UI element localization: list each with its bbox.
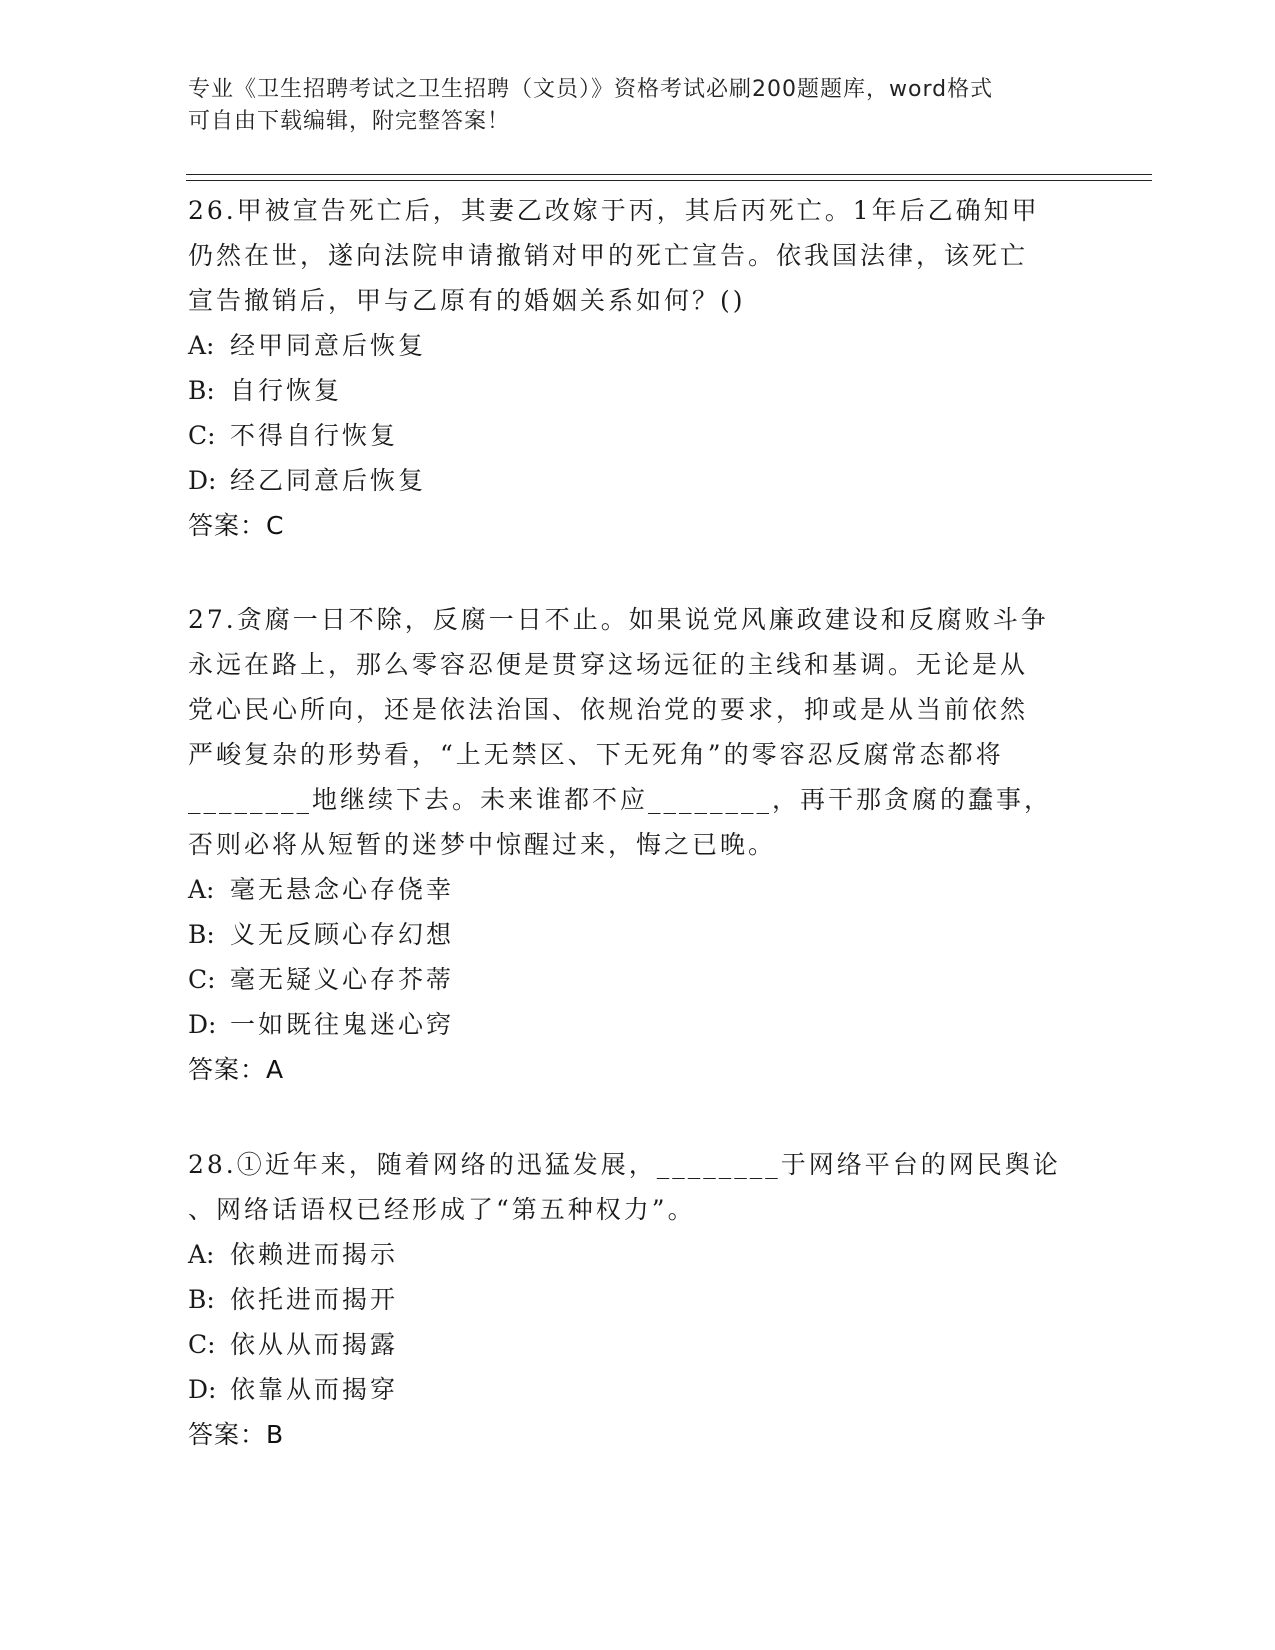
question-stem-line: 党心民心所向，还是依法治国、依规治党的要求，抑或是从当前依然: [188, 695, 1029, 724]
header-title-line-1: 专业《卫生招聘考试之卫生招聘（文员）》资格考试必刷200题题库，word格式: [188, 77, 994, 102]
option-d: [188, 1002, 1078, 1047]
option-c: [188, 1322, 1078, 1367]
option-text: 依靠从而揭穿: [230, 1375, 399, 1404]
document-header: [188, 74, 1068, 138]
option-b: [188, 368, 1078, 413]
question-stem-line: 永远在路上，那么零容忍便是贯穿这场远征的主线和基调。无论是从: [188, 650, 1029, 679]
question-stem-line: 28.①近年来，随着网络的迅猛发展，________于网络平台的网民舆论: [188, 1150, 1061, 1179]
option-a: [188, 323, 1078, 368]
option-label: D:: [188, 1375, 217, 1404]
answer-line: 答案：B: [188, 1420, 285, 1449]
option-label: D:: [188, 466, 217, 495]
option-text: 自行恢复: [230, 376, 343, 405]
option-text: 毫无疑义心存芥蒂: [230, 965, 455, 994]
option-label: C:: [188, 421, 216, 450]
question-28: [188, 1142, 1078, 1457]
option-label: A:: [188, 331, 215, 360]
option-a: [188, 1232, 1078, 1277]
question-27: [188, 597, 1078, 1092]
option-label: B:: [188, 920, 215, 949]
question-26: [188, 188, 1078, 548]
option-label: D:: [188, 1010, 217, 1039]
question-stem-line: 27.贪腐一日不除，反腐一日不止。如果说党风廉政建设和反腐败斗争: [188, 605, 1049, 634]
question-stem-line: 26.甲被宣告死亡后，其妻乙改嫁于丙，其后丙死亡。1年后乙确知甲: [188, 196, 1040, 225]
option-label: C:: [188, 965, 216, 994]
option-label: A:: [188, 875, 215, 904]
question-stem-line: ________地继续下去。未来谁都不应________，再干那贪腐的蠢事，: [188, 785, 1053, 814]
option-text: 经乙同意后恢复: [230, 466, 427, 495]
question-stem-line: 否则必将从短暂的迷梦中惊醒过来，悔之已晚。: [188, 830, 777, 859]
option-text: 义无反顾心存幻想: [230, 920, 455, 949]
answer-line: 答案：A: [188, 1055, 285, 1084]
option-label: B:: [188, 376, 215, 405]
option-b: [188, 1277, 1078, 1322]
option-a: [188, 867, 1078, 912]
option-label: A:: [188, 1240, 215, 1269]
option-text: 毫无悬念心存侥幸: [230, 875, 455, 904]
answer-line: 答案：C: [188, 511, 285, 540]
question-stem-line: 、网络话语权已经形成了“第五种权力”。: [188, 1195, 696, 1224]
option-c: [188, 957, 1078, 1002]
question-stem-line: 仍然在世，遂向法院申请撤销对甲的死亡宣告。依我国法律，该死亡: [188, 241, 1029, 270]
question-stem-line: 严峻复杂的形势看，“上无禁区、下无死角”的零容忍反腐常态都将: [188, 740, 1004, 769]
option-text: 一如既往鬼迷心窍: [230, 1010, 455, 1039]
header-title-line-2: 可自由下载编辑，附完整答案！: [188, 109, 511, 134]
option-text: 不得自行恢复: [230, 421, 399, 450]
question-stem-line: 宣告撤销后，甲与乙原有的婚姻关系如何？(): [188, 286, 746, 315]
option-text: 依托进而揭开: [230, 1285, 399, 1314]
option-b: [188, 912, 1078, 957]
header-divider-top: [186, 174, 1152, 175]
header-divider-bottom: [186, 180, 1152, 181]
option-d: [188, 458, 1078, 503]
option-text: 经甲同意后恢复: [230, 331, 427, 360]
option-text: 依从从而揭露: [230, 1330, 399, 1359]
option-label: C:: [188, 1330, 216, 1359]
option-text: 依赖进而揭示: [230, 1240, 399, 1269]
option-c: [188, 413, 1078, 458]
option-d: [188, 1367, 1078, 1412]
option-label: B:: [188, 1285, 215, 1314]
